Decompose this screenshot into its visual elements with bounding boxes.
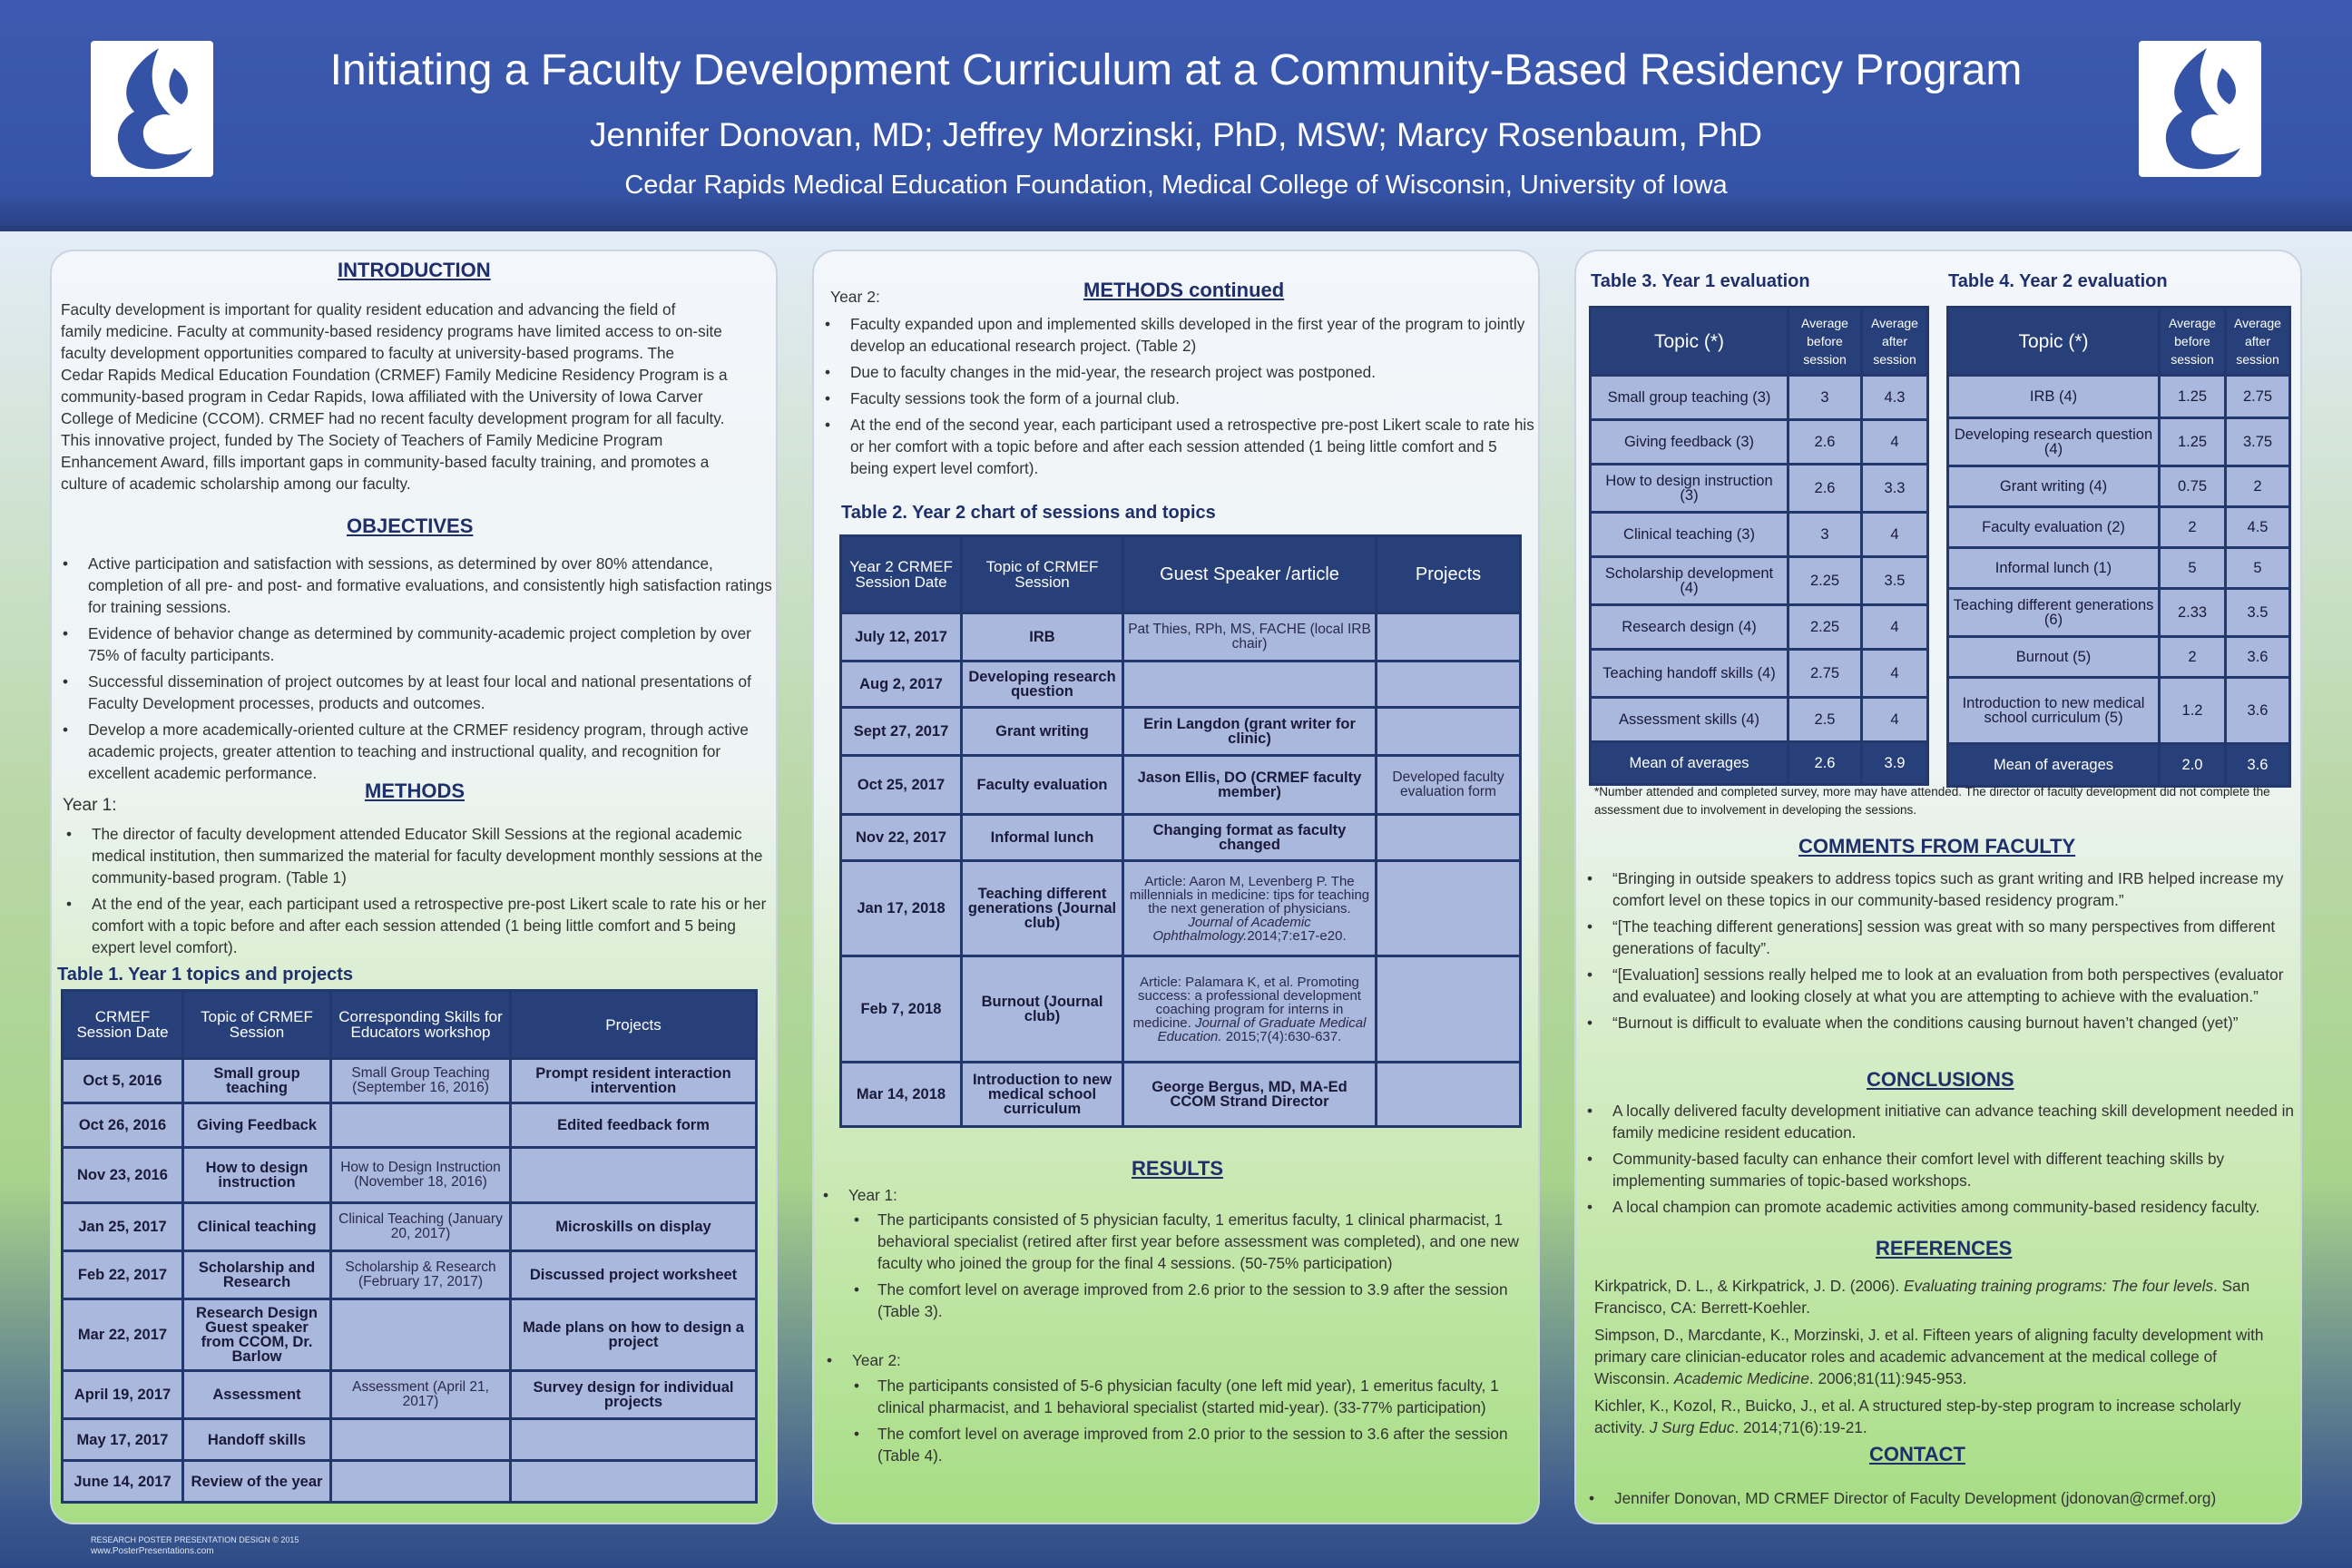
table-cell: 5 xyxy=(2161,549,2224,587)
table1 xyxy=(61,989,758,1504)
table-cell: Nov 23, 2016 xyxy=(64,1149,181,1201)
table-cell: 3.75 xyxy=(2227,419,2288,465)
table-row xyxy=(1592,651,1926,696)
table-cell: 3 xyxy=(1789,377,1860,418)
table-cell: Erin Langdon (grant writer for clinic) xyxy=(1124,709,1375,754)
table-row xyxy=(1949,508,2288,546)
table-row xyxy=(1949,679,2288,742)
table-cell: Mean of averages xyxy=(1949,745,2158,785)
comments-heading: COMMENTS FROM FACULTY xyxy=(1798,835,2076,858)
table-cell: Giving Feedback xyxy=(184,1104,329,1146)
footer-url: www.PosterPresentations.com xyxy=(91,1546,214,1556)
table3 xyxy=(1589,306,1929,786)
table3-caption: Table 3. Year 1 evaluation xyxy=(1591,271,1810,291)
table-cell: Clinical teaching (3) xyxy=(1592,514,1787,555)
table-row xyxy=(842,862,1519,955)
table-cell: Faculty evaluation (2) xyxy=(1949,508,2158,546)
table-row xyxy=(64,1462,755,1501)
table-cell: 4 xyxy=(1863,606,1926,648)
table-cell: Informal lunch xyxy=(963,816,1122,859)
table-cell: Giving feedback (3) xyxy=(1592,421,1787,463)
reference-text: Kirkpatrick, D. L., & Kirkpatrick, J. D. (2006). xyxy=(1594,1277,1904,1295)
comment-item: • “[The teaching different generations] session was great with so many perspectives from different generations of faculty”. xyxy=(1583,916,2300,959)
intro-line: culture of academic scholarship among our faculty. xyxy=(61,475,411,493)
table-cell-citation xyxy=(1124,957,1375,1061)
table-cell xyxy=(332,1104,509,1146)
table-row xyxy=(64,1149,755,1201)
table-cell: Oct 25, 2017 xyxy=(842,757,960,813)
table-cell xyxy=(332,1420,509,1459)
intro-line: community-based program in Cedar Rapids, Iowa affiliated with the University of Iowa Carver xyxy=(61,387,703,406)
reference-text: . 2006;81(11):945-953. xyxy=(1808,1369,1967,1387)
table-cell xyxy=(1377,1063,1519,1125)
poster-title: Initiating a Faculty Development Curriculum at a Community-Based Residency Program xyxy=(329,46,2023,94)
conclusion-item: • Community-based faculty can enhance their comfort level with different teaching skills by implementing summaries of topic-based workshops. xyxy=(1583,1148,2300,1191)
table-cell: Feb 22, 2017 xyxy=(64,1252,181,1298)
table4-header-row xyxy=(1949,309,2288,374)
reference-text: Kichler, K., Kozol, R., Buicko, J., et al. A structured step-by-step program to increase scholarly activity. xyxy=(1594,1396,2241,1436)
comment-item: • “Burnout is difficult to evaluate when the conditions causing burnout haven’t changed (yet)” xyxy=(1583,1012,2300,1034)
table-cell xyxy=(1377,862,1519,955)
table3-header-cell: Topic (*) xyxy=(1592,309,1787,374)
table-row xyxy=(1592,606,1926,648)
table-cell: 4 xyxy=(1863,699,1926,740)
table-cell: Burnout (Journal club) xyxy=(963,957,1122,1061)
table-cell: 2.6 xyxy=(1789,421,1860,463)
table-cell: Small Group Teaching (September 16, 2016) xyxy=(332,1060,509,1102)
reference-text: . 2014;71(6):19-21. xyxy=(1734,1418,1867,1436)
table-row xyxy=(842,709,1519,754)
table-cell: Developing research question xyxy=(963,662,1122,706)
conclusions-heading: CONCLUSIONS xyxy=(1867,1068,2014,1091)
table-cell: Jan 25, 2017 xyxy=(64,1204,181,1250)
table-cell: 2.5 xyxy=(1789,699,1860,740)
table-cell: 3.6 xyxy=(2227,745,2288,785)
table-cell: 5 xyxy=(2227,549,2288,587)
table1-header-cell: Corresponding Skills for Educators workshop xyxy=(332,992,509,1057)
table-cell: Pat Thies, RPh, MS, FACHE (local IRB chair) xyxy=(1124,614,1375,660)
table-cell xyxy=(1124,662,1375,706)
results-year1-list xyxy=(850,1209,1536,1327)
table-cell: Developed faculty evaluation form xyxy=(1377,757,1519,813)
table-cell xyxy=(1377,709,1519,754)
table-cell: Discussed project worksheet xyxy=(512,1252,755,1298)
table2-header-cell: Topic of CRMEF Session xyxy=(963,537,1122,612)
table-cell: Mean of averages xyxy=(1592,743,1787,783)
table-cell: 0.75 xyxy=(2161,467,2224,505)
table-cell: How to design instruction (3) xyxy=(1592,466,1787,511)
table-cell: Oct 5, 2016 xyxy=(64,1060,181,1102)
table-cell: Introduction to new medical school curriculum xyxy=(963,1063,1122,1125)
table-cell: 2.0 xyxy=(2161,745,2224,785)
table-row xyxy=(1592,466,1926,511)
table-cell: Changing format as faculty changed xyxy=(1124,816,1375,859)
table-row xyxy=(1592,421,1926,463)
citation-text: 2014;7:e17-e20. xyxy=(1247,927,1347,944)
objectives-list xyxy=(59,553,776,789)
methods-item: • At the end of the year, each participant used a retrospective pre-post Likert scale to rate his or her comfort with a topic before and after each session attended (1 being little comfort and 5 being expert level comfort). xyxy=(63,893,770,958)
table-cell: 2.6 xyxy=(1789,466,1860,511)
table2 xyxy=(839,534,1522,1128)
table1-header-row xyxy=(64,992,755,1057)
conclusions-list xyxy=(1583,1100,2300,1222)
reference-item xyxy=(1594,1324,2293,1389)
methods-item: • The director of faculty development attended Educator Skill Sessions at the regional academic medical institution, then summarized the material for faculty development monthly sessions at the community-based program. (Table 1) xyxy=(63,823,770,888)
citation-text: Article: Palamara K, et al. Promoting success: a professional development coaching program for interns in medicine. xyxy=(1132,974,1361,1031)
table-mean-row xyxy=(1592,743,1926,783)
references-heading: REFERENCES xyxy=(1876,1237,2013,1259)
table-row xyxy=(842,757,1519,813)
reference-item xyxy=(1594,1275,2293,1318)
table-row xyxy=(1592,699,1926,740)
table-cell: Small group teaching xyxy=(184,1060,329,1102)
table-cell: 3.5 xyxy=(1863,558,1926,603)
reference-text: . San Francisco, CA: Berrett-Koehler. xyxy=(1594,1277,2250,1317)
table-cell: IRB xyxy=(963,614,1122,660)
citation-text: Article: Aaron M, Levenberg P. The millennials in medicine: tips for teaching the next generation of physicians. xyxy=(1129,873,1370,916)
objective-item: • Develop a more academically-oriented culture at the CRMEF residency program, through active academic projects, greater attention to teaching and instructional quality, and recognition for excellent academic performance. xyxy=(59,719,776,784)
objective-item: • Successful dissemination of project outcomes by at least four local and national presentations of Faculty Development processes, products and outcomes. xyxy=(59,671,776,714)
conclusion-item: • A local champion can promote academic activities among community-based residency faculty. xyxy=(1583,1196,2300,1218)
table-cell: Clinical teaching xyxy=(184,1204,329,1250)
table-cell: Survey design for individual projects xyxy=(512,1372,755,1417)
table1-header-cell: Projects xyxy=(512,992,755,1057)
reference-title: J Surg Educ xyxy=(1649,1418,1735,1436)
table-row xyxy=(64,1204,755,1250)
table-cell: Burnout (5) xyxy=(1949,638,2158,676)
contact-heading: CONTACT xyxy=(1869,1443,1965,1465)
table-cell: July 12, 2017 xyxy=(842,614,960,660)
table-row xyxy=(1949,549,2288,587)
table1-caption: Table 1. Year 1 topics and projects xyxy=(57,965,354,985)
table-cell xyxy=(1377,957,1519,1061)
table3-header-row xyxy=(1592,309,1926,374)
table-cell: 2 xyxy=(2161,638,2224,676)
column-left xyxy=(50,250,778,1524)
table-cell: Scholarship and Research xyxy=(184,1252,329,1298)
table1-header-cell: Topic of CRMEF Session xyxy=(184,992,329,1057)
table-cell: Jason Ellis, DO (CRMEF faculty member) xyxy=(1124,757,1375,813)
methods-list xyxy=(63,823,770,963)
table-cell: 1.25 xyxy=(2161,419,2224,465)
table-cell: Developing research question (4) xyxy=(1949,419,2158,465)
table-cell: Review of the year xyxy=(184,1462,329,1501)
table-cell: Oct 26, 2016 xyxy=(64,1104,181,1146)
results-item: • The comfort level on average improved from 2.0 prior to the session to 3.6 after the session (Table 4). xyxy=(850,1423,1536,1466)
table-cell: Introduction to new medical school curriculum (5) xyxy=(1949,679,2158,742)
table-row xyxy=(1592,558,1926,603)
table-cell: June 14, 2017 xyxy=(64,1462,181,1501)
methods-year1-label: Year 1: xyxy=(63,796,117,815)
poster-header xyxy=(0,0,2352,231)
table4-header-cell: Average before session xyxy=(2161,309,2224,374)
methods-continued-item: • At the end of the second year, each participant used a retrospective pre-post Likert scale to rate his or her comfort with a topic before and after each session attended (1 being little comfort and 5 being expert level comfort). xyxy=(821,414,1538,479)
table-cell xyxy=(512,1149,755,1201)
table-cell: Research Design Guest speaker from CCOM, Dr. Barlow xyxy=(184,1300,329,1369)
objectives-heading: OBJECTIVES xyxy=(347,514,474,537)
table-cell: 2.75 xyxy=(2227,377,2288,416)
table-cell: 1.25 xyxy=(2161,377,2224,416)
results-item: • The participants consisted of 5 physician faculty, 1 emeritus faculty, 1 clinical pharmacist, 1 behavioral specialist (retired after first year before assessment was completed), and one new faculty who joined the group for the final 4 sessions. (50-75% participation) xyxy=(850,1209,1536,1274)
table-cell: Informal lunch (1) xyxy=(1949,549,2158,587)
table-cell: George Bergus, MD, MA-Ed CCOM Strand Director xyxy=(1124,1063,1375,1125)
methods-continued-heading: METHODS continued xyxy=(1083,279,1285,301)
intro-line: College of Medicine (CCOM). CRMEF had no recent faculty development program for all faculty. xyxy=(61,409,725,427)
table-cell: Feb 7, 2018 xyxy=(842,957,960,1061)
table1-header-cell: CRMEF Session Date xyxy=(64,992,181,1057)
intro-line: Faculty development is important for quality resident education and advancing the field of xyxy=(61,300,676,318)
table-cell: 2.6 xyxy=(1789,743,1860,783)
methods-continued-item: • Faculty sessions took the form of a journal club. xyxy=(821,387,1538,409)
table2-header-cell: Year 2 CRMEF Session Date xyxy=(842,537,960,612)
table3-header-cell: Average before session xyxy=(1789,309,1860,374)
table-row xyxy=(1949,419,2288,465)
table-cell: April 19, 2017 xyxy=(64,1372,181,1417)
table4 xyxy=(1946,306,2291,788)
table-cell: Jan 17, 2018 xyxy=(842,862,960,955)
table-cell: Grant writing xyxy=(963,709,1122,754)
table-cell: 4 xyxy=(1863,514,1926,555)
table-cell: 1.2 xyxy=(2161,679,2224,742)
table-cell: 2.33 xyxy=(2161,590,2224,635)
table4-caption: Table 4. Year 2 evaluation xyxy=(1948,271,2168,291)
table-row xyxy=(842,614,1519,660)
table-cell: Teaching different generations (6) xyxy=(1949,590,2158,635)
conclusion-item: • A locally delivered faculty development initiative can advance teaching skill development needed in family medicine resident education. xyxy=(1583,1100,2300,1143)
table-row xyxy=(1949,377,2288,416)
table-cell: 4 xyxy=(1863,651,1926,696)
results-year2-label: • Year 2: xyxy=(823,1349,1536,1371)
results-heading: RESULTS xyxy=(1132,1157,1224,1180)
table-cell: Teaching different generations (Journal club) xyxy=(963,862,1122,955)
intro-line: Enhancement Award, fills important gaps in community-based faculty training, and promotes a xyxy=(61,453,710,471)
table3-header-cell: Average after session xyxy=(1863,309,1926,374)
table-cell: How to design instruction xyxy=(184,1149,329,1201)
table2-caption: Table 2. Year 2 chart of sessions and topics xyxy=(841,503,1216,523)
table2-header-row xyxy=(842,537,1519,612)
table-cell: 4 xyxy=(1863,421,1926,463)
results-year2 xyxy=(823,1349,1536,1376)
intro-line: This innovative project, funded by The Society of Teachers of Family Medicine Program xyxy=(61,431,663,449)
table-cell: Small group teaching (3) xyxy=(1592,377,1787,418)
contact-item: • Jennifer Donovan, MD CRMEF Director of Faculty Development (jdonovan@crmef.org) xyxy=(1585,1487,2298,1509)
table-mean-row xyxy=(1949,745,2288,785)
methods-year2-label: Year 2: xyxy=(830,288,880,306)
introduction-text xyxy=(61,299,769,495)
table-cell: 4.3 xyxy=(1863,377,1926,418)
table-row xyxy=(64,1300,755,1369)
table-cell: How to Design Instruction (November 18, 2016) xyxy=(332,1149,509,1201)
table-cell: 2.25 xyxy=(1789,558,1860,603)
results-year2-list xyxy=(850,1375,1536,1471)
table-cell: Assessment (April 21, 2017) xyxy=(332,1372,509,1417)
table-cell: 2 xyxy=(2227,467,2288,505)
table-cell: Handoff skills xyxy=(184,1420,329,1459)
poster-affiliations: Cedar Rapids Medical Education Foundation, Medical College of Wisconsin, University of Iowa xyxy=(624,171,1728,200)
table-row xyxy=(842,816,1519,859)
table-row xyxy=(1949,590,2288,635)
reference-title: Academic Medicine xyxy=(1673,1369,1809,1387)
table-row xyxy=(1592,514,1926,555)
methods-heading: METHODS xyxy=(365,779,465,802)
reference-item xyxy=(1594,1395,2293,1438)
objective-item: • Evidence of behavior change as determined by community-academic project completion by over 75% of faculty participants. xyxy=(59,622,776,666)
table-cell xyxy=(1377,614,1519,660)
table-cell: 3.6 xyxy=(2227,679,2288,742)
table-cell: Clinical Teaching (January 20, 2017) xyxy=(332,1204,509,1250)
column-middle xyxy=(812,250,1540,1524)
table-cell: 3.9 xyxy=(1863,743,1926,783)
table-cell xyxy=(332,1462,509,1501)
comments-list xyxy=(1583,867,2300,1038)
table-cell: Microskills on display xyxy=(512,1204,755,1250)
table-cell: IRB (4) xyxy=(1949,377,2158,416)
methods-continued-list xyxy=(821,313,1538,484)
reference-text: Simpson, D., Marcdante, K., Morzinski, J. et al. Fifteen years of aligning faculty development with primary care clinician-educator roles and academic advancement at the medical college of Wisconsin. xyxy=(1594,1326,2264,1387)
reference-title: Evaluating training programs: The four levels xyxy=(1903,1277,2214,1295)
table-row xyxy=(842,957,1519,1061)
table-cell: Scholarship & Research (February 17, 2017) xyxy=(332,1252,509,1298)
citation-journal: Journal of Graduate Medical Education. xyxy=(1157,1014,1367,1044)
table-row xyxy=(842,662,1519,706)
table-cell: 3.5 xyxy=(2227,590,2288,635)
table-cell: Aug 2, 2017 xyxy=(842,662,960,706)
table-cell: 3.3 xyxy=(1863,466,1926,511)
objective-item: • Active participation and satisfaction with sessions, as determined by over 80% attendance, completion of all pre- and post- and formative evaluations, and consistently high satisfaction ratings for training sessions. xyxy=(59,553,776,618)
citation-journal: Journal of Academic Ophthalmology. xyxy=(1152,914,1311,944)
table-cell: Grant writing (4) xyxy=(1949,467,2158,505)
table-row xyxy=(64,1104,755,1146)
table-row xyxy=(64,1252,755,1298)
comment-item: • “Bringing in outside speakers to address topics such as grant writing and IRB helped increase my comfort level on these topics in our community-based residency program.” xyxy=(1583,867,2300,911)
table-cell: Research design (4) xyxy=(1592,606,1787,648)
table-row xyxy=(64,1060,755,1102)
results-year1-label: • Year 1: xyxy=(819,1184,1536,1206)
table-cell: Assessment skills (4) xyxy=(1592,699,1787,740)
table-cell: Faculty evaluation xyxy=(963,757,1122,813)
table-row xyxy=(1592,377,1926,418)
methods-continued-item: • Due to faculty changes in the mid-year, the research project was postponed. xyxy=(821,361,1538,383)
introduction-heading: INTRODUCTION xyxy=(338,259,491,281)
table-cell xyxy=(1377,816,1519,859)
table-cell xyxy=(332,1300,509,1369)
footer-credit: RESEARCH POSTER PRESENTATION DESIGN © 2015 xyxy=(91,1535,299,1544)
table-cell: 3.6 xyxy=(2227,638,2288,676)
table-cell: 4.5 xyxy=(2227,508,2288,546)
results-item: • The comfort level on average improved from 2.6 prior to the session to 3.9 after the session (Table 3). xyxy=(850,1279,1536,1322)
table-cell: Edited feedback form xyxy=(512,1104,755,1146)
table-cell: Made plans on how to design a project xyxy=(512,1300,755,1369)
table-cell: Mar 22, 2017 xyxy=(64,1300,181,1369)
results-year1 xyxy=(819,1184,1536,1210)
table-cell xyxy=(1377,662,1519,706)
table-cell xyxy=(512,1420,755,1459)
table-cell: Scholarship development (4) xyxy=(1592,558,1787,603)
table4-header-cell: Topic (*) xyxy=(1949,309,2158,374)
table-cell: Prompt resident interaction intervention xyxy=(512,1060,755,1102)
table-cell: Assessment xyxy=(184,1372,329,1417)
table-row xyxy=(64,1372,755,1417)
methods-continued-item: • Faculty expanded upon and implemented skills developed in the first year of the program to jointly develop an educational research project. (Table 2) xyxy=(821,313,1538,357)
table-cell: Sept 27, 2017 xyxy=(842,709,960,754)
table-cell: Teaching handoff skills (4) xyxy=(1592,651,1787,696)
comment-item: • “[Evaluation] sessions really helped me to look at an evaluation from both perspectives (evaluator and evaluatee) and looking closely at what you are attempting to achieve with the evaluation.” xyxy=(1583,964,2300,1007)
table-cell: 2 xyxy=(2161,508,2224,546)
table-cell xyxy=(512,1462,755,1501)
results-item: • The participants consisted of 5-6 physician faculty (one left mid year), 1 emeritus faculty, 1 clinical pharmacist, and 1 behavioral specialist (started mid-year). (33-77% participation) xyxy=(850,1375,1536,1418)
table-cell: May 17, 2017 xyxy=(64,1420,181,1459)
table-cell: 2.75 xyxy=(1789,651,1860,696)
intro-line: family medicine. Faculty at community-based residency programs have limited access to on-site xyxy=(61,322,722,340)
table-cell-citation xyxy=(1124,862,1375,955)
poster-authors: Jennifer Donovan, MD; Jeffrey Morzinski, PhD, MSW; Marcy Rosenbaum, PhD xyxy=(589,116,1763,153)
table-cell: 2.25 xyxy=(1789,606,1860,648)
intro-line: Cedar Rapids Medical Education Foundation (CRMEF) Family Medicine Residency Program is a xyxy=(61,366,728,384)
table2-header-cell: Guest Speaker /article xyxy=(1124,537,1375,612)
table-row xyxy=(842,1063,1519,1125)
table-cell: 3 xyxy=(1789,514,1860,555)
column-right xyxy=(1574,250,2302,1524)
table-cell: Mar 14, 2018 xyxy=(842,1063,960,1125)
table-row xyxy=(1949,467,2288,505)
contact-list xyxy=(1585,1487,2298,1514)
table-footnote: *Number attended and completed survey, more may have attended. The director of faculty development did not complete the assessment due to involvement in developing the sessions. xyxy=(1594,785,2270,817)
intro-line: faculty development opportunities compared to faculty at university-based programs. The xyxy=(61,344,675,362)
table2-header-cell: Projects xyxy=(1377,537,1519,612)
table-cell: Nov 22, 2017 xyxy=(842,816,960,859)
table-row xyxy=(64,1420,755,1459)
table-row xyxy=(1949,638,2288,676)
table4-header-cell: Average after session xyxy=(2227,309,2288,374)
citation-text: 2015;7(4):630-637. xyxy=(1221,1028,1342,1044)
